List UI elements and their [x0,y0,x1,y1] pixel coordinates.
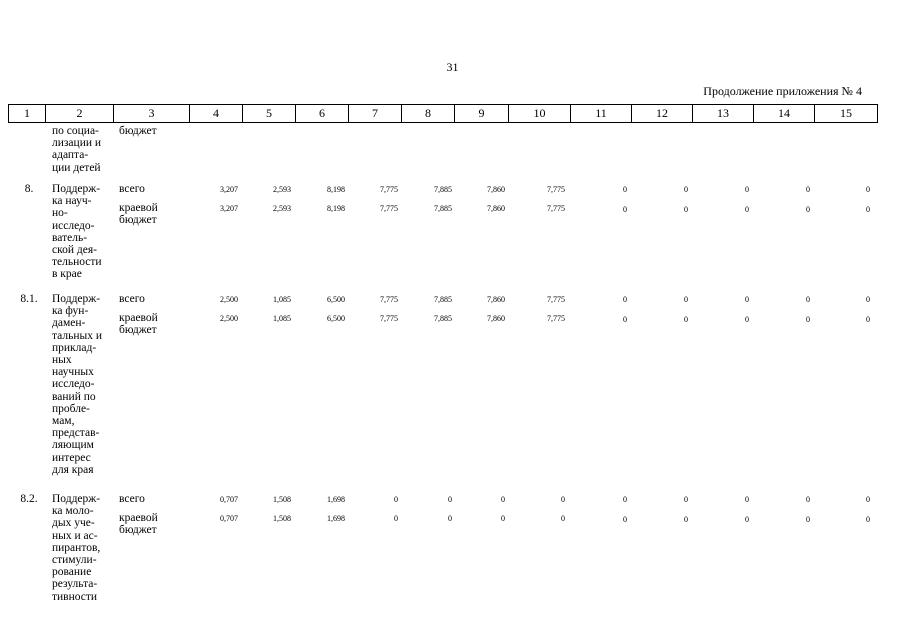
value-cell: 7,775 [547,204,565,213]
value-cell: 7,775 [547,314,565,323]
value-cell: 7,775 [380,314,398,323]
value-cell: 7,775 [380,295,398,304]
value-cell: 0 [623,515,627,524]
value-cell: 1,085 [273,314,291,323]
value-cell: 0 [866,295,870,304]
value-cell: 0 [684,205,688,214]
value-cell: 0,707 [220,495,238,504]
header-cell: 13 [693,105,754,123]
value-cell: 0 [501,495,505,504]
header-cell: 12 [632,105,693,123]
value-cell: 0 [684,515,688,524]
header-cell: 1 [9,105,46,123]
value-cell: 0 [806,495,810,504]
item-number: 8.2. [20,493,38,505]
value-cell: 7,885 [434,314,452,323]
item-name: Поддерж- ка моло- дых уче- ных и ас- пирантов, стимули- рование результа- тивности [52,493,101,603]
item-number: 8.1. [20,293,38,305]
value-cell: 2,500 [220,314,238,323]
value-cell: 0 [806,295,810,304]
table-row [0,313,905,325]
value-cell: 0 [806,205,810,214]
header-cell: 6 [296,105,349,123]
row-label: краевой бюджет [119,312,158,337]
value-cell: 0 [394,495,398,504]
value-cell: 0 [866,185,870,194]
value-cell: 0 [448,495,452,504]
value-cell: 0 [394,514,398,523]
row-label: бюджет [119,125,157,137]
value-cell: 0 [745,185,749,194]
value-cell: 0 [623,205,627,214]
value-cell: 0 [561,495,565,504]
value-cell: 0,707 [220,514,238,523]
table-row [0,513,905,525]
value-cell: 7,860 [487,295,505,304]
table-row [0,294,905,306]
table-row [0,494,905,506]
header-cell: 7 [349,105,402,123]
value-cell: 0 [501,514,505,523]
page-number: 31 [446,60,459,74]
value-cell: 0 [866,315,870,324]
value-cell: 2,593 [273,204,291,213]
value-cell: 0 [866,205,870,214]
header-row [9,105,878,123]
header-cell: 15 [815,105,878,123]
value-cell: 7,885 [434,185,452,194]
row-label: всего [119,293,145,305]
value-cell: 0 [866,515,870,524]
header-cell: 4 [190,105,243,123]
header-cell: 14 [754,105,815,123]
value-cell: 0 [684,315,688,324]
header-cell: 3 [114,105,190,123]
value-cell: 2,593 [273,185,291,194]
value-cell: 1,508 [273,514,291,523]
value-cell: 0 [623,185,627,194]
value-cell: 0 [684,495,688,504]
value-cell: 0 [806,515,810,524]
row-label: всего [119,493,145,505]
value-cell: 0 [684,295,688,304]
value-cell: 0 [866,495,870,504]
value-cell: 7,885 [434,295,452,304]
value-cell: 1,698 [327,495,345,504]
row-label: краевой бюджет [119,512,158,537]
value-cell: 0 [806,315,810,324]
value-cell: 0 [745,315,749,324]
value-cell: 0 [806,185,810,194]
value-cell: 6,500 [327,295,345,304]
item-name: по социа- лизации и адапта- ции детей [52,125,102,174]
value-cell: 0 [561,514,565,523]
table-row [0,184,905,196]
value-cell: 0 [448,514,452,523]
item-name: Поддерж- ка фун- дамен- тальных и приклад- ных научных исследо- ваний по пробле- мам, представ- ляющим интерес для края [52,293,103,476]
header-cell: 2 [46,105,114,123]
value-cell: 0 [623,315,627,324]
value-cell: 1,085 [273,295,291,304]
value-cell: 3,207 [220,204,238,213]
value-cell: 7,775 [380,204,398,213]
value-cell: 0 [745,295,749,304]
header-cell: 8 [402,105,455,123]
row-label: всего [119,183,145,195]
value-cell: 3,207 [220,185,238,194]
header-cell: 9 [455,105,509,123]
value-cell: 7,860 [487,314,505,323]
value-cell: 1,698 [327,514,345,523]
row-label: краевой бюджет [119,202,158,227]
item-name: Поддерж- ка науч- но- исследо- ватель- ской дея- тельности в крае [52,183,102,281]
value-cell: 0 [623,495,627,504]
value-cell: 7,885 [434,204,452,213]
value-cell: 0 [745,515,749,524]
header-cell: 11 [571,105,632,123]
value-cell: 8,198 [327,185,345,194]
value-cell: 2,500 [220,295,238,304]
value-cell: 7,860 [487,185,505,194]
table-row [0,203,905,215]
value-cell: 0 [684,185,688,194]
value-cell: 7,860 [487,204,505,213]
value-cell: 8,198 [327,204,345,213]
value-cell: 7,775 [380,185,398,194]
value-cell: 0 [745,205,749,214]
header-cell: 10 [509,105,571,123]
value-cell: 0 [745,495,749,504]
value-cell: 0 [623,295,627,304]
header-cell: 5 [243,105,296,123]
column-header-table [8,104,878,123]
value-cell: 7,775 [547,185,565,194]
continuation-note: Продолжение приложения № 4 [703,84,862,98]
value-cell: 1,508 [273,495,291,504]
item-number: 8. [24,183,34,195]
value-cell: 7,775 [547,295,565,304]
value-cell: 6,500 [327,314,345,323]
